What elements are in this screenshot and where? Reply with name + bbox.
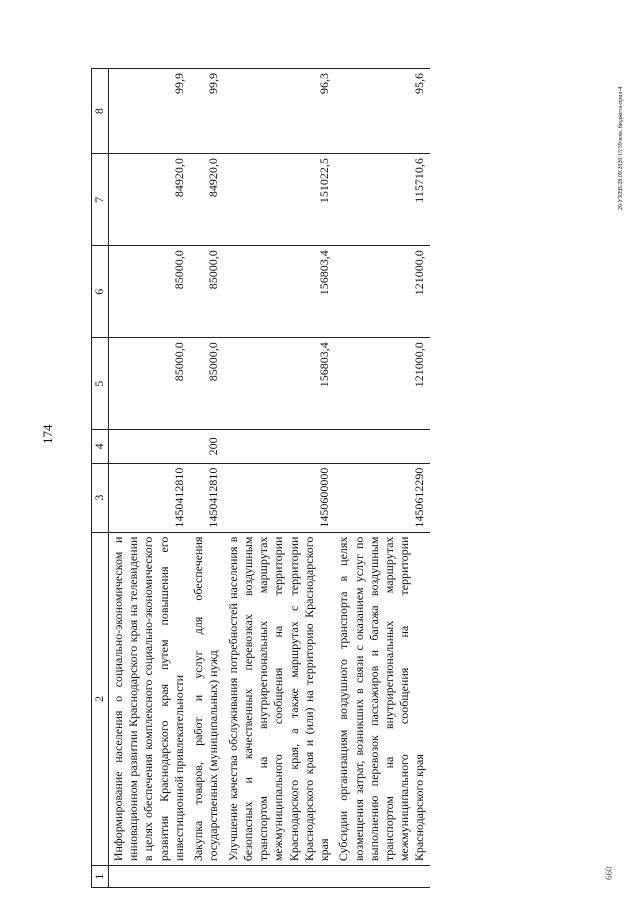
column-6-value: 85000,0 [109, 246, 190, 338]
column-7-value: 115710,6 [334, 154, 429, 246]
expense-type-code [109, 430, 190, 463]
column-7-value: 151022,5 [224, 154, 335, 246]
row-description: Субсидии организациям воздушного транспорта в целях возмещения затрат, возникших в связи с оказанием услуг по выполнению перевозок пассажиров и багажа воздушным транспортом на внутрирегиональных маршрутах межмуниципального сообщения на территории Краснодарского края [334, 532, 429, 866]
column-8-value: 99,9 [109, 69, 190, 154]
empty-cell [224, 866, 335, 888]
empty-cell [109, 866, 190, 888]
column-8-value: 99,9 [189, 69, 223, 154]
table-row [224, 69, 335, 888]
column-header: 1 [92, 866, 109, 888]
empty-cell [334, 866, 429, 888]
column-5-value: 85000,0 [189, 338, 223, 430]
column-7-value: 84920,0 [189, 154, 223, 246]
table-row [189, 69, 223, 888]
document-stamp-note: 20.УХЕВ/28.09.2020/15:59/изм. бюджета-прил-4 [618, 86, 624, 210]
table-header-row [92, 69, 109, 888]
row-description: Улучшение качества обслуживания потребностей населения в безопасных и качественных перевозках воздушным транспортом на внутрирегиональных маршрутах межмуниципального сообщения на территории Краснодарского края, а также маршрутах с территории Краснодарского края и (или) на территорию Краснодарского края [224, 532, 335, 866]
expense-type-code [224, 430, 335, 463]
column-5-value: 156803,4 [224, 338, 335, 430]
column-8-value: 95,6 [334, 69, 429, 154]
column-6-value: 85000,0 [189, 246, 223, 338]
column-5-value: 121000,0 [334, 338, 429, 430]
rotated-table-frame [91, 68, 601, 888]
column-7-value: 84920,0 [109, 154, 190, 246]
column-header: 7 [92, 154, 109, 246]
expense-type-code: 200 [189, 430, 223, 463]
target-article-code: 1450600000 [224, 463, 335, 532]
expense-type-code [334, 430, 429, 463]
column-header: 6 [92, 246, 109, 338]
row-description: Информирование населения о социально-экономическом и инновационном развитии Краснодарского края на телевидении в целях обеспечения комплексного социально-экономического развития Краснодарского края путем повышения его инвестиционной привлекательности [109, 532, 190, 866]
target-article-code: 1450412810 [189, 463, 223, 532]
column-header: 8 [92, 69, 109, 154]
column-5-value: 85000,0 [109, 338, 190, 430]
column-8-value: 96,3 [224, 69, 335, 154]
page-number: 174 [40, 424, 55, 444]
column-header: 4 [92, 430, 109, 463]
empty-cell [189, 866, 223, 888]
target-article-code: 1450612290 [334, 463, 429, 532]
column-6-value: 156803,4 [224, 246, 335, 338]
column-header: 5 [92, 338, 109, 430]
column-header: 3 [92, 463, 109, 532]
target-article-code: 1450412810 [109, 463, 190, 532]
budget-table [91, 68, 430, 888]
column-6-value: 121000,0 [334, 246, 429, 338]
table-row [109, 69, 190, 888]
column-header: 2 [92, 532, 109, 866]
row-description: Закупка товаров, работ и услуг для обеспечения государственных (муниципальных) нужд [189, 532, 223, 866]
sheet-mark: 660 [604, 866, 614, 880]
table-row [334, 69, 429, 888]
